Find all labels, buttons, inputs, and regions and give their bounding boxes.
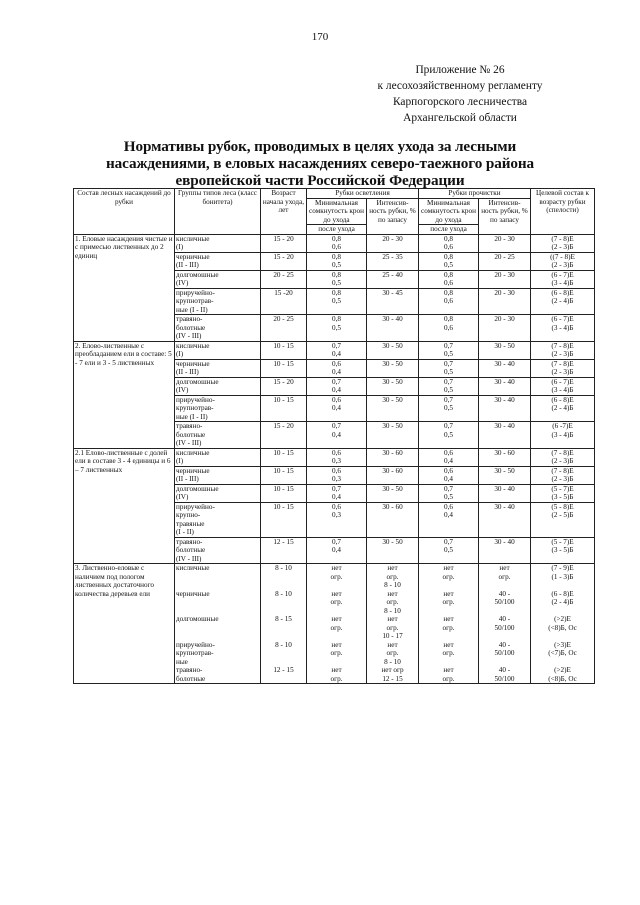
thinning-density-cell: 0,7 0,5 — [419, 395, 479, 422]
target-composition-cell: (5 - 7)Е (3 - 5)Б — [531, 537, 595, 564]
target-composition-cell: (6 - 8)Е (2 - 4)Б — [531, 395, 595, 422]
target-composition-cell: (6 - 8)Е (2 - 4)Б — [531, 590, 595, 616]
appendix-line: к лесохозяйственному регламенту — [377, 80, 543, 92]
start-age-cell: 10 - 15 — [261, 502, 307, 537]
thinning-intensity-cell: 30 - 40 — [479, 359, 531, 377]
forest-type-cell: приручейно- крупнотрав- ные (I - II) — [175, 395, 261, 422]
start-age-cell: 8 - 10 — [261, 590, 307, 616]
lighting-density-cell: 0,6 0,3 — [307, 448, 367, 466]
thinning-intensity-cell: 30 - 60 — [479, 448, 531, 466]
lighting-intensity-cell: 30 - 50 — [367, 484, 419, 502]
appendix-line: Карпогорского лесничества — [392, 96, 528, 108]
forest-type-cell: долгомошные (IV) — [175, 484, 261, 502]
lighting-density-cell: 0,6 0,4 — [307, 395, 367, 422]
lighting-density-cell: 0,7 0,4 — [307, 484, 367, 502]
thinning-density-cell: 0,7 0,5 — [419, 359, 479, 377]
start-age-cell: 12 - 15 — [261, 537, 307, 564]
start-age-cell: 12 - 15 — [261, 666, 307, 684]
start-age-cell: 10 - 15 — [261, 359, 307, 377]
forest-type-cell: долгомошные (IV) — [175, 377, 261, 395]
start-age-cell: 15 - 20 — [261, 234, 307, 252]
target-composition-cell: (7 - 8)Е (2 - 3)Б — [531, 448, 595, 466]
thinning-intensity-cell: 30 - 40 — [479, 502, 531, 537]
lighting-intensity-cell: 30 - 40 — [367, 315, 419, 342]
lighting-intensity-cell: 30 - 50 — [367, 422, 419, 449]
start-age-cell: 10 - 15 — [261, 448, 307, 466]
table-row — [74, 564, 595, 590]
thinning-density-cell: нет огр. — [419, 666, 479, 684]
lighting-intensity-cell: 30 - 50 — [367, 359, 419, 377]
appendix-line: Приложение № 26 — [415, 64, 505, 76]
start-age-cell: 20 - 25 — [261, 315, 307, 342]
forest-type-cell: приручейно- крупно- травяные (I - II) — [175, 502, 261, 537]
thinning-intensity-cell: 40 - 50/100 — [479, 590, 531, 616]
lighting-density-cell: 0,8 0,5 — [307, 315, 367, 342]
lighting-density-cell: 0,7 0,4 — [307, 341, 367, 359]
start-age-cell: 15 - 20 — [261, 422, 307, 449]
lighting-density-cell: нет огр. — [307, 666, 367, 684]
forest-type-cell: черничные (II - III) — [175, 359, 261, 377]
forest-type-cell: травяно- болотные — [175, 666, 261, 684]
start-age-cell: 10 - 15 — [261, 395, 307, 422]
lighting-intensity-cell: нет огр. 8 - 10 — [367, 564, 419, 590]
lighting-intensity-cell: 30 - 60 — [367, 448, 419, 466]
thinning-intensity-cell: 20 - 25 — [479, 252, 531, 270]
header-intensity: Интенсив-ность рубки, % по запасу — [367, 198, 419, 234]
start-age-cell: 8 - 15 — [261, 615, 307, 641]
header-thinning: Рубки прочистки — [419, 189, 531, 199]
target-composition-cell: (6 -7)Е (3 - 4)Б — [531, 422, 595, 449]
target-composition-cell: (6 - 7)Е (3 - 4)Б — [531, 315, 595, 342]
thinning-density-cell: 0,7 0,5 — [419, 537, 479, 564]
thinning-density-cell: нет огр. — [419, 615, 479, 641]
lighting-intensity-cell: 25 - 40 — [367, 270, 419, 288]
lighting-density-cell: 0,6 0,3 — [307, 466, 367, 484]
target-composition-cell: (7 - 8)Е (2 - 3)Б — [531, 234, 595, 252]
title-line: насаждениями, в еловых насаждениях северо-таежного района — [105, 155, 535, 172]
lighting-intensity-cell: 30 - 50 — [367, 395, 419, 422]
header-target: Целевой состав к возрасту рубки (спелости) — [531, 189, 595, 235]
header-after-care: после ухода — [307, 225, 367, 235]
thinning-density-cell: 0,7 0,5 — [419, 484, 479, 502]
thinning-intensity-cell: 20 - 30 — [479, 234, 531, 252]
thinning-density-cell: 0,8 0,5 — [419, 252, 479, 270]
thinning-density-cell: 0,8 0,6 — [419, 288, 479, 315]
thinning-intensity-cell: 30 - 50 — [479, 466, 531, 484]
forest-type-cell: черничные — [175, 590, 261, 616]
target-composition-cell: (>2)Е (<8)Б, Ос — [531, 666, 595, 684]
header-intensity: Интенсив-ность рубки, % по запасу — [479, 198, 531, 234]
page-number: 170 — [311, 31, 329, 43]
target-composition-cell: (5 - 8)Е (2 - 5)Б — [531, 502, 595, 537]
thinning-density-cell: нет огр. — [419, 564, 479, 590]
header-min-density: Минимальная сомкнутость крон до ухода — [307, 198, 367, 225]
forest-type-cell: травяно- болотные (IV - III) — [175, 537, 261, 564]
table-row — [74, 341, 595, 359]
target-composition-cell: (>3)Е (<7)Б, Ос — [531, 641, 595, 667]
lighting-density-cell: нет огр. — [307, 641, 367, 667]
target-composition-cell: (6 - 8)Е (2 - 4)Б — [531, 288, 595, 315]
target-composition-cell: ((7 - 8)Е (2 - 3)Б — [531, 252, 595, 270]
start-age-cell: 15 -20 — [261, 288, 307, 315]
header-after-care: после ухода — [419, 225, 479, 235]
title-line: Нормативы рубок, проводимых в целях ухода за лесными — [123, 138, 517, 155]
lighting-intensity-cell: нет огр. 10 - 17 — [367, 615, 419, 641]
thinning-intensity-cell: 30 - 40 — [479, 422, 531, 449]
lighting-density-cell: 0,8 0,5 — [307, 270, 367, 288]
target-composition-cell: (7 - 8)Е (2 - 3)Б — [531, 359, 595, 377]
thinning-intensity-cell: 30 - 40 — [479, 537, 531, 564]
document-title — [100, 138, 540, 189]
start-age-cell: 10 - 15 — [261, 484, 307, 502]
start-age-cell: 8 - 10 — [261, 641, 307, 667]
lighting-density-cell: 0,8 0,6 — [307, 234, 367, 252]
lighting-density-cell: нет огр. — [307, 590, 367, 616]
thinning-intensity-cell: 20 - 30 — [479, 288, 531, 315]
target-composition-cell: (6 - 7)Е (3 - 4)Б — [531, 377, 595, 395]
forest-type-cell: травяно- болотные (IV - III) — [175, 315, 261, 342]
lighting-density-cell: нет огр. — [307, 564, 367, 590]
forest-type-cell: кисличные (I) — [175, 341, 261, 359]
thinning-density-cell: 0,8 0,6 — [419, 270, 479, 288]
thinning-intensity-cell: 40 - 50/100 — [479, 615, 531, 641]
forest-type-cell: долгомошные — [175, 615, 261, 641]
thinning-intensity-cell: 30 - 40 — [479, 484, 531, 502]
thinning-density-cell: 0,7 0,5 — [419, 377, 479, 395]
forest-type-cell: кисличные — [175, 564, 261, 590]
target-composition-cell: (>2)Е (<8)Б, Ос — [531, 615, 595, 641]
thinning-density-cell: 0,7 0,5 — [419, 422, 479, 449]
lighting-intensity-cell: нет огр 12 - 15 — [367, 666, 419, 684]
lighting-density-cell: 0,6 0,3 — [307, 502, 367, 537]
title-line: европейской части Российской Федерации — [175, 172, 465, 189]
lighting-intensity-cell: 25 - 35 — [367, 252, 419, 270]
header-start-age: Возраст начала ухода, лет — [261, 189, 307, 235]
lighting-intensity-cell: 30 - 50 — [367, 377, 419, 395]
start-age-cell: 8 - 10 — [261, 564, 307, 590]
thinning-intensity-cell: 30 - 40 — [479, 395, 531, 422]
thinning-intensity-cell: 20 - 30 — [479, 270, 531, 288]
composition-cell: 1. Еловые насаждения чистые и с примесью лиственных до 2 единиц — [74, 234, 175, 341]
target-composition-cell: (5 - 7)Е (3 - 5)Б — [531, 484, 595, 502]
composition-cell: 3. Лиственно-еловые с наличием под пологом лиственных достаточного количества деревьев ели — [74, 564, 175, 684]
lighting-density-cell: 0,8 0,5 — [307, 252, 367, 270]
forest-type-cell: травяно- болотные (IV - III) — [175, 422, 261, 449]
composition-cell: 2. Елово-лиственные с преобладанием ели в составе: 5 - 7 ели и 3 - 5 лиственных — [74, 341, 175, 448]
appendix-block — [330, 62, 590, 126]
lighting-intensity-cell: 30 - 60 — [367, 466, 419, 484]
start-age-cell: 10 - 15 — [261, 466, 307, 484]
lighting-intensity-cell: 30 - 45 — [367, 288, 419, 315]
lighting-density-cell: 0,7 0,4 — [307, 537, 367, 564]
lighting-density-cell: 0,7 0,4 — [307, 377, 367, 395]
thinning-intensity-cell: 40 - 50/100 — [479, 641, 531, 667]
thinning-intensity-cell: 20 - 30 — [479, 315, 531, 342]
target-composition-cell: (7 - 8)Е (2 - 3)Б — [531, 341, 595, 359]
header-lighting: Рубки осветления — [307, 189, 419, 199]
lighting-density-cell: нет огр. — [307, 615, 367, 641]
lighting-intensity-cell: нет огр. 8 - 10 — [367, 590, 419, 616]
lighting-density-cell: 0,7 0,4 — [307, 422, 367, 449]
appendix-line: Архангельской области — [403, 112, 517, 124]
thinning-intensity-cell: 30 - 50 — [479, 341, 531, 359]
table-row — [74, 448, 595, 466]
target-composition-cell: (7 - 8)Е (2 - 3)Б — [531, 466, 595, 484]
thinning-intensity-cell: 40 - 50/100 — [479, 666, 531, 684]
start-age-cell: 20 - 25 — [261, 270, 307, 288]
lighting-intensity-cell: нет огр. 8 - 10 — [367, 641, 419, 667]
thinning-density-cell: 0,8 0,6 — [419, 315, 479, 342]
forest-type-cell: черничные (II - III) — [175, 466, 261, 484]
header-min-density: Минимальная сомкнутость крон до ухода — [419, 198, 479, 225]
lighting-intensity-cell: 30 - 50 — [367, 341, 419, 359]
thinning-intensity-cell: нет огр. — [479, 564, 531, 590]
start-age-cell: 15 - 20 — [261, 252, 307, 270]
lighting-intensity-cell: 30 - 50 — [367, 537, 419, 564]
thinning-density-cell: 0,8 0,6 — [419, 234, 479, 252]
start-age-cell: 10 - 15 — [261, 341, 307, 359]
forest-type-cell: приручейно- крупнотрав- ные (I - II) — [175, 288, 261, 315]
start-age-cell: 15 - 20 — [261, 377, 307, 395]
lighting-density-cell: 0,6 0,4 — [307, 359, 367, 377]
norms-table — [73, 188, 595, 684]
table-row — [74, 234, 595, 252]
forest-type-cell: приручейно- крупнотрав- ные — [175, 641, 261, 667]
lighting-density-cell: 0,8 0,5 — [307, 288, 367, 315]
forest-type-cell: черничные (II - III) — [175, 252, 261, 270]
thinning-intensity-cell: 30 - 40 — [479, 377, 531, 395]
target-composition-cell: (7 - 9)Е (1 - 3)Б — [531, 564, 595, 590]
forest-type-cell: долгомошные (IV) — [175, 270, 261, 288]
lighting-intensity-cell: 30 - 60 — [367, 502, 419, 537]
thinning-density-cell: 0,7 0,5 — [419, 341, 479, 359]
lighting-intensity-cell: 20 - 30 — [367, 234, 419, 252]
thinning-density-cell: нет огр. — [419, 590, 479, 616]
thinning-density-cell: 0,6 0,4 — [419, 502, 479, 537]
forest-type-cell: кисличные (I) — [175, 234, 261, 252]
table-body — [74, 234, 595, 684]
thinning-density-cell: нет огр. — [419, 641, 479, 667]
composition-cell: 2.1 Елово-лиственные с долей ели в составе 3 - 4 единицы и 6 – 7 лиственных — [74, 448, 175, 564]
header-forest-groups: Группы типов леса (класс бонитета) — [175, 189, 261, 235]
thinning-density-cell: 0,6 0,4 — [419, 448, 479, 466]
header-composition: Состав лесных насаждений до рубки — [74, 189, 175, 235]
thinning-density-cell: 0,6 0,4 — [419, 466, 479, 484]
target-composition-cell: (6 - 7)Е (3 - 4)Б — [531, 270, 595, 288]
forest-type-cell: кисличные (I) — [175, 448, 261, 466]
